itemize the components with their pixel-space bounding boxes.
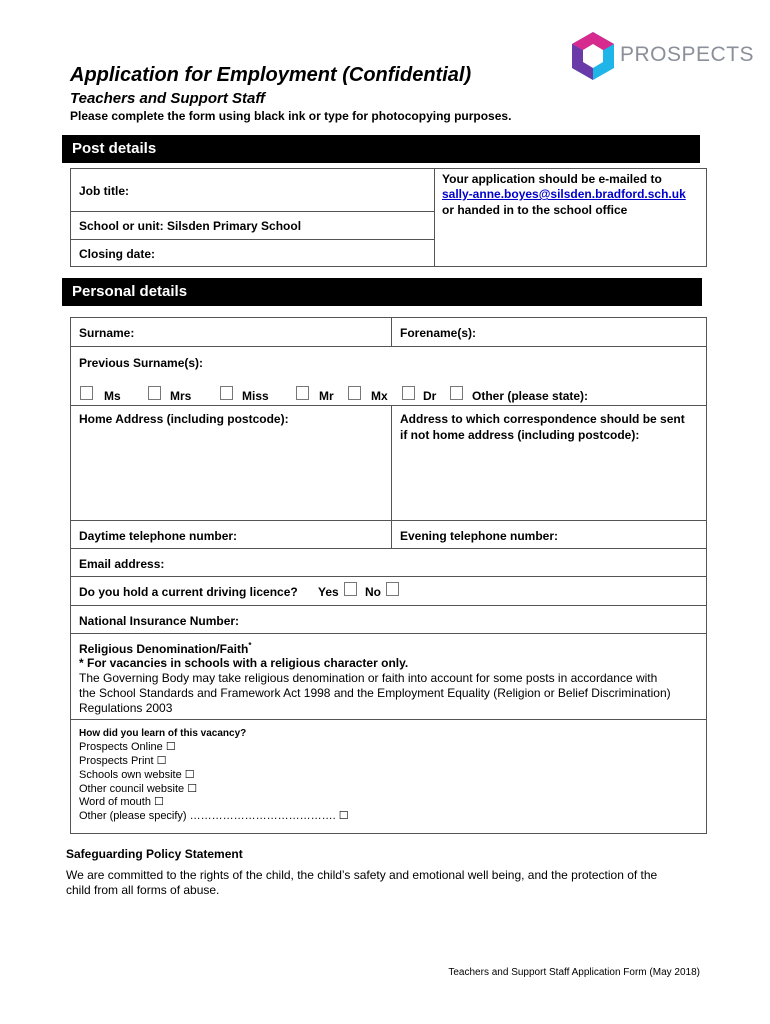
title-mr-checkbox[interactable] xyxy=(296,386,309,400)
licence-no-checkbox[interactable] xyxy=(386,582,399,596)
title-miss-checkbox[interactable] xyxy=(220,386,233,400)
title-mrs-label: Mrs xyxy=(170,389,192,403)
vacancy-option-other[interactable]: Other (please specify) …………………………………. ☐ xyxy=(79,810,349,822)
page-title: Application for Employment (Confidential) xyxy=(70,64,472,86)
vacancy-option-prospects-print[interactable]: Prospects Print ☐ xyxy=(79,755,167,767)
safeguarding-text-line: We are committed to the rights of the child, the child’s safety and emotional well being, and the protection of the xyxy=(66,868,658,882)
row-line xyxy=(70,633,707,634)
row-line xyxy=(70,520,707,521)
personal-details-heading: Personal details xyxy=(62,278,702,306)
religion-asterisk: * xyxy=(248,641,252,650)
post-details-row-line xyxy=(70,211,434,212)
vacancy-option-word-of-mouth[interactable]: Word of mouth ☐ xyxy=(79,796,164,808)
email-field[interactable]: Email address: xyxy=(79,557,165,571)
row-line xyxy=(70,405,707,406)
title-ms-checkbox[interactable] xyxy=(80,386,93,400)
licence-yes-label: Yes xyxy=(318,585,339,599)
row-line xyxy=(70,548,707,549)
title-mx-label: Mx xyxy=(371,389,388,403)
forename-field[interactable]: Forename(s): xyxy=(400,326,477,340)
row-line xyxy=(70,346,707,347)
vacancy-option-school-website[interactable]: Schools own website ☐ xyxy=(79,769,195,781)
licence-yes-checkbox[interactable] xyxy=(344,582,357,596)
licence-no-label: No xyxy=(365,585,381,599)
title-mx-checkbox[interactable] xyxy=(348,386,361,400)
previous-surname-field[interactable]: Previous Surname(s): xyxy=(79,356,204,370)
prospects-logo-icon xyxy=(570,30,616,82)
title-other-label: Other (please state): xyxy=(472,389,589,403)
ni-number-field[interactable]: National Insurance Number: xyxy=(79,614,240,628)
post-details-divider xyxy=(434,168,435,267)
title-ms-label: Ms xyxy=(104,389,121,403)
post-details-row-line xyxy=(70,239,434,240)
safeguarding-text-line: child from all forms of abuse. xyxy=(66,883,220,897)
handin-instruction: or handed in to the school office xyxy=(442,203,628,217)
title-dr-checkbox[interactable] xyxy=(402,386,415,400)
title-miss-label: Miss xyxy=(242,389,269,403)
title-mrs-checkbox[interactable] xyxy=(148,386,161,400)
surname-divider xyxy=(391,317,392,346)
job-title-field[interactable]: Job title: xyxy=(79,184,129,198)
religion-text-line: Regulations 2003 xyxy=(79,701,173,715)
prospects-logo xyxy=(570,30,755,82)
row-line xyxy=(70,719,707,720)
religion-field[interactable] xyxy=(79,641,251,656)
religion-label: Religious Denomination/Faith xyxy=(79,642,249,656)
daytime-phone-field[interactable]: Daytime telephone number: xyxy=(79,529,238,543)
safeguarding-heading: Safeguarding Policy Statement xyxy=(66,847,243,861)
title-other-checkbox[interactable] xyxy=(450,386,463,400)
surname-field[interactable]: Surname: xyxy=(79,326,135,340)
driving-licence-label: Do you hold a current driving licence? xyxy=(79,585,298,599)
title-dr-label: Dr xyxy=(423,389,437,403)
home-address-field[interactable]: Home Address (including postcode): xyxy=(79,412,289,426)
row-line xyxy=(70,605,707,606)
vacancy-question: How did you learn of this vacancy? xyxy=(79,728,247,739)
page-subtitle: Teachers and Support Staff xyxy=(70,90,266,107)
safeguarding-text xyxy=(66,868,726,898)
school-field: School or unit: Silsden Primary School xyxy=(79,219,302,233)
vacancy-option-council-website[interactable]: Other council website ☐ xyxy=(79,783,198,795)
post-details-heading: Post details xyxy=(62,135,700,163)
correspondence-address-label-1: Address to which correspondence should be sent xyxy=(400,412,685,426)
prospects-logo-text: PROSPECTS xyxy=(620,43,755,66)
form-instructions: Please complete the form using black ink or type for photocopying purposes. xyxy=(70,109,512,123)
vacancy-option-prospects-online[interactable]: Prospects Online ☐ xyxy=(79,741,176,753)
email-instruction: Your application should be e-mailed to xyxy=(442,172,662,186)
religion-text-line: The Governing Body may take religious denomination or faith into account for some posts in accordance with xyxy=(79,671,658,685)
row-line xyxy=(70,576,707,577)
title-mr-label: Mr xyxy=(319,389,334,403)
evening-phone-field[interactable]: Evening telephone number: xyxy=(400,529,559,543)
page-footer: Teachers and Support Staff Application Form (May 2018) xyxy=(448,967,700,978)
closing-date-field[interactable]: Closing date: xyxy=(79,247,156,261)
address-divider xyxy=(391,405,392,548)
correspondence-address-field[interactable]: if not home address (including postcode): xyxy=(400,428,640,442)
religion-note: * For vacancies in schools with a religious character only. xyxy=(79,656,409,670)
email-link[interactable]: sally-anne.boyes@silsden.bradford.sch.uk xyxy=(442,187,686,201)
religion-text-line: the School Standards and Framework Act 1998 and the Employment Equality (Religion or Belief Discrimination) xyxy=(79,686,671,700)
